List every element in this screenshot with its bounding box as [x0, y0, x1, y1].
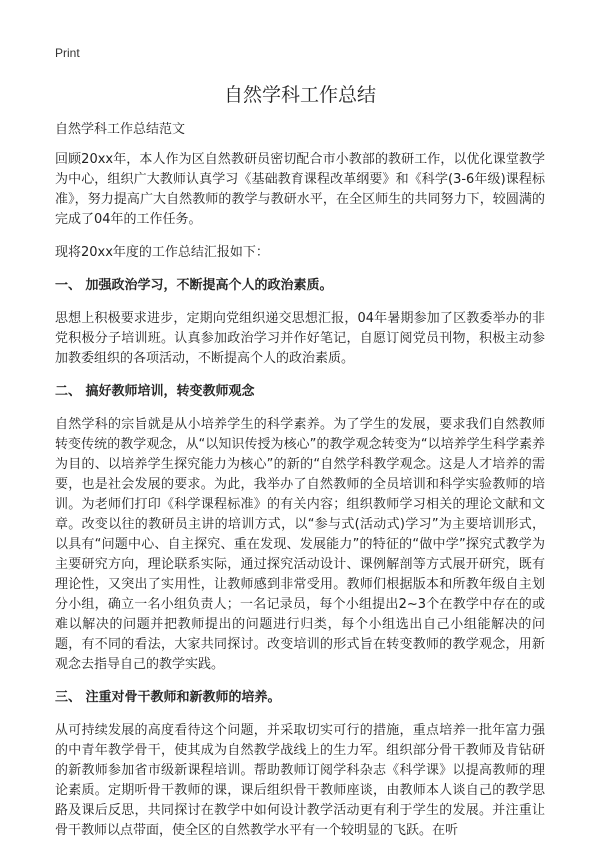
print-link[interactable]: Print: [55, 46, 80, 60]
document-title: 自然学科工作总结: [223, 84, 376, 106]
section-2-body: 自然学科的宗旨就是从小培养学生的科学素养。为了学生的发展，要求我们自然教师转变传统的教学观念，从“以知识传授为核心”的教学观念转变为“以培养学生科学素养为目的、以培养学生探究能力为核心”的新的“自然学科教学观念。这是人才培养的需要，也是社会发展的要求。为此，我举办了自然教师的全员培训和科学实验教师的培训。为老师们打印《科学课程标准》的有关内容；组织教师学习相关的理论文献和文章。改变以往的教研员主讲的培训方式，以“参与式(活动式)学习”为主要培训形式，以具有“问题中心、自主探究、重在发现、发展能力”的特征的“做中学”探究式教学为主要研究方向，理论联系实际，通过探究活动设计、课例解剖等方式展开研究，既有理论性，又突出了实用性，让教师感到非常受用。教师们根据版本和所教年级自主划分小组，确立一名小组负责人；一名记录员，每个小组提出2~3个在教学中存在的或难以解决的问题并把教师提出的问题进行归类，每个小组选出自己小组能解决的问题，有不同的看法，大家共同探讨。改变培训的形式旨在转变教师的教学观念，用新观念去指导自己的教学实践。: [55, 417, 545, 672]
section-1-heading: 一、 加强政治学习，不断提高个人的政治素质。: [55, 278, 333, 293]
document-subtitle: 自然学科工作总结范文: [55, 122, 186, 137]
section-3-body: 从可持续发展的高度看待这个问题，并采取切实可行的措施，重点培养一批年富力强的中青年教学骨干，使其成为自然教学战线上的生力军。组织部分骨干教师及肯钻研的新教师参加省市级新课程培训。帮助教师订阅学科杂志《科学课》以提高教师的理论素质。定期听骨干教师的课，课后组织骨干教师座谈，由教师本人谈自己的教学思路及课后反思，共同探讨在教学中如何设计教学活动更有利于学生的发展。并注重让骨干教师以点带面，使全区的自然教学水平有一个较明显的飞跃。在听: [55, 723, 545, 838]
report-line: 现将20xx年度的工作总结汇报如下：: [55, 245, 269, 260]
section-1-body: 思想上积极要求进步，定期向党组织递交思想汇报，04年暑期参加了区教委举办的非党积极分子培训班。认真参加政治学习并作好笔记，自愿订阅党员刊物，积极主动参加教委组织的各项活动，不断提高个人的政治素质。: [55, 311, 545, 366]
section-2-heading: 二、 搞好教师培训，转变教师观念: [55, 384, 255, 399]
intro-paragraph: 回顾20xx年，本人作为区自然教研员密切配合市小教部的教研工作，以优化课堂教学为中心，组织广大教师认真学习《基础教育课程改革纲要》和《科学(3-6年级)课程标准》，努力提高广大自然教师的教学与教研水平，在全区师生的共同努力下，较圆满的完成了04年的工作任务。: [55, 152, 545, 227]
section-3-heading: 三、 注重对骨干教师和新教师的培养。: [55, 690, 281, 705]
document-body: [55, 120, 545, 854]
